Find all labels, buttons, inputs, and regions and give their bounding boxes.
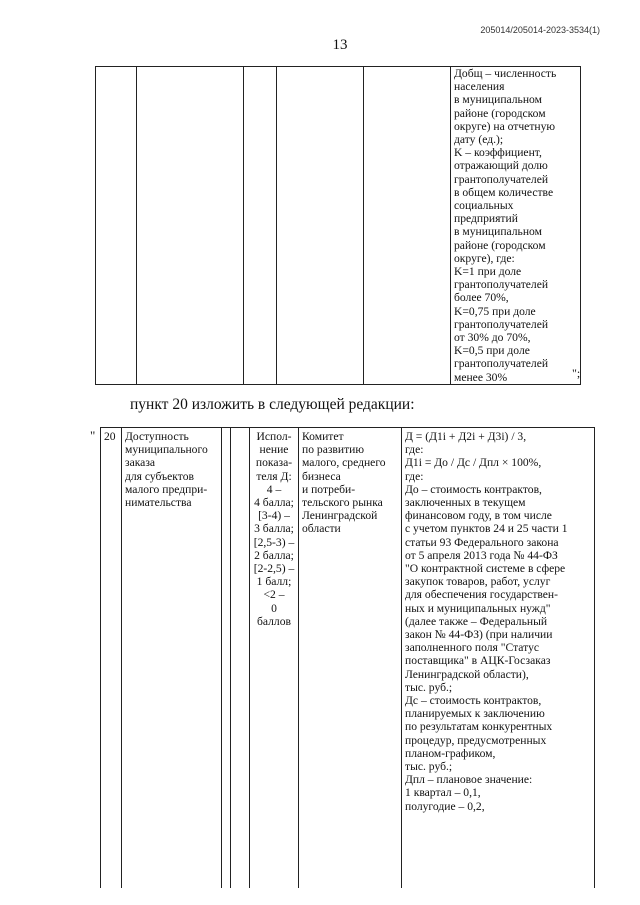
table-cell	[277, 67, 364, 385]
scoring-criteria: Испол- нение показа- теля Д: 4 – 4 балла; [3-4) – 3 балла; [2,5-3) – 2 балла; [2-2,5) – 1 балл; <2 – 0 баллов	[250, 428, 299, 889]
table-cell	[244, 67, 277, 385]
table-cell	[96, 67, 137, 385]
table-row	[96, 67, 581, 385]
continuation-table	[95, 66, 581, 385]
table-cell	[222, 428, 231, 889]
responsible-committee: Комитет по развитию малого, среднего бизнеса и потреби- тельского рынка Ленинградской области	[299, 428, 402, 889]
table-cell	[231, 428, 250, 889]
document-id: 205014/205014-2023-3534(1)	[480, 25, 600, 35]
indicator-table	[100, 427, 595, 888]
table-cell	[137, 67, 244, 385]
closing-quote: ";	[572, 366, 581, 380]
table-cell	[364, 67, 451, 385]
page-number: 13	[332, 37, 348, 53]
indicator-name: Доступность муниципального заказа для субъектов малого предпри- нимательства	[122, 428, 222, 889]
definitions-cell: Добщ – численность населения в муниципальном районе (городском округе) на отчетную дату (ед.); K – коэффициент, отражающий долю грантополучателей в общем количестве социальных предприятий в муниципальном районе (городском округе), где: K=1 при доле грантополучателей более 70%, K=0,75 при доле грантополучателей от 30% до 70%, K=0,5 при доле грантополучателей менее 30%	[451, 67, 581, 385]
table-row	[101, 428, 595, 889]
opening-quote: "	[90, 428, 96, 443]
amendment-heading: пункт 20 изложить в следующей редакции:	[130, 396, 415, 413]
row-number: 20	[101, 428, 122, 889]
calculation-formula: Д = (Д1i + Д2i + Д3i) / 3, где: Д1i = До / Дс / Дпл × 100%, где: До – стоимость контрактов, заключенных в текущем финансовом году, в том числе с учетом пунктов 24 и 25 части 1 статьи 93 Федерального закона от 5 апреля 2013 года № 44-ФЗ "О контрактной системе в сфере закупок товаров, работ, услуг для обеспечения государствен- ных и муниципальных нужд" (далее также – Федеральный закон № 44-ФЗ) (при наличии заполненного поля "Статус поставщика" в АЦК-Госзаказ Ленинградской области), тыс. руб.; Дс – стоимость контрактов, планируемых к заключению по результатам конкурентных процедур, предусмотренных планом-графиком, тыс. руб.; Дпл – плановое значение: 1 квартал – 0,1, полугодие – 0,2,	[402, 428, 595, 889]
